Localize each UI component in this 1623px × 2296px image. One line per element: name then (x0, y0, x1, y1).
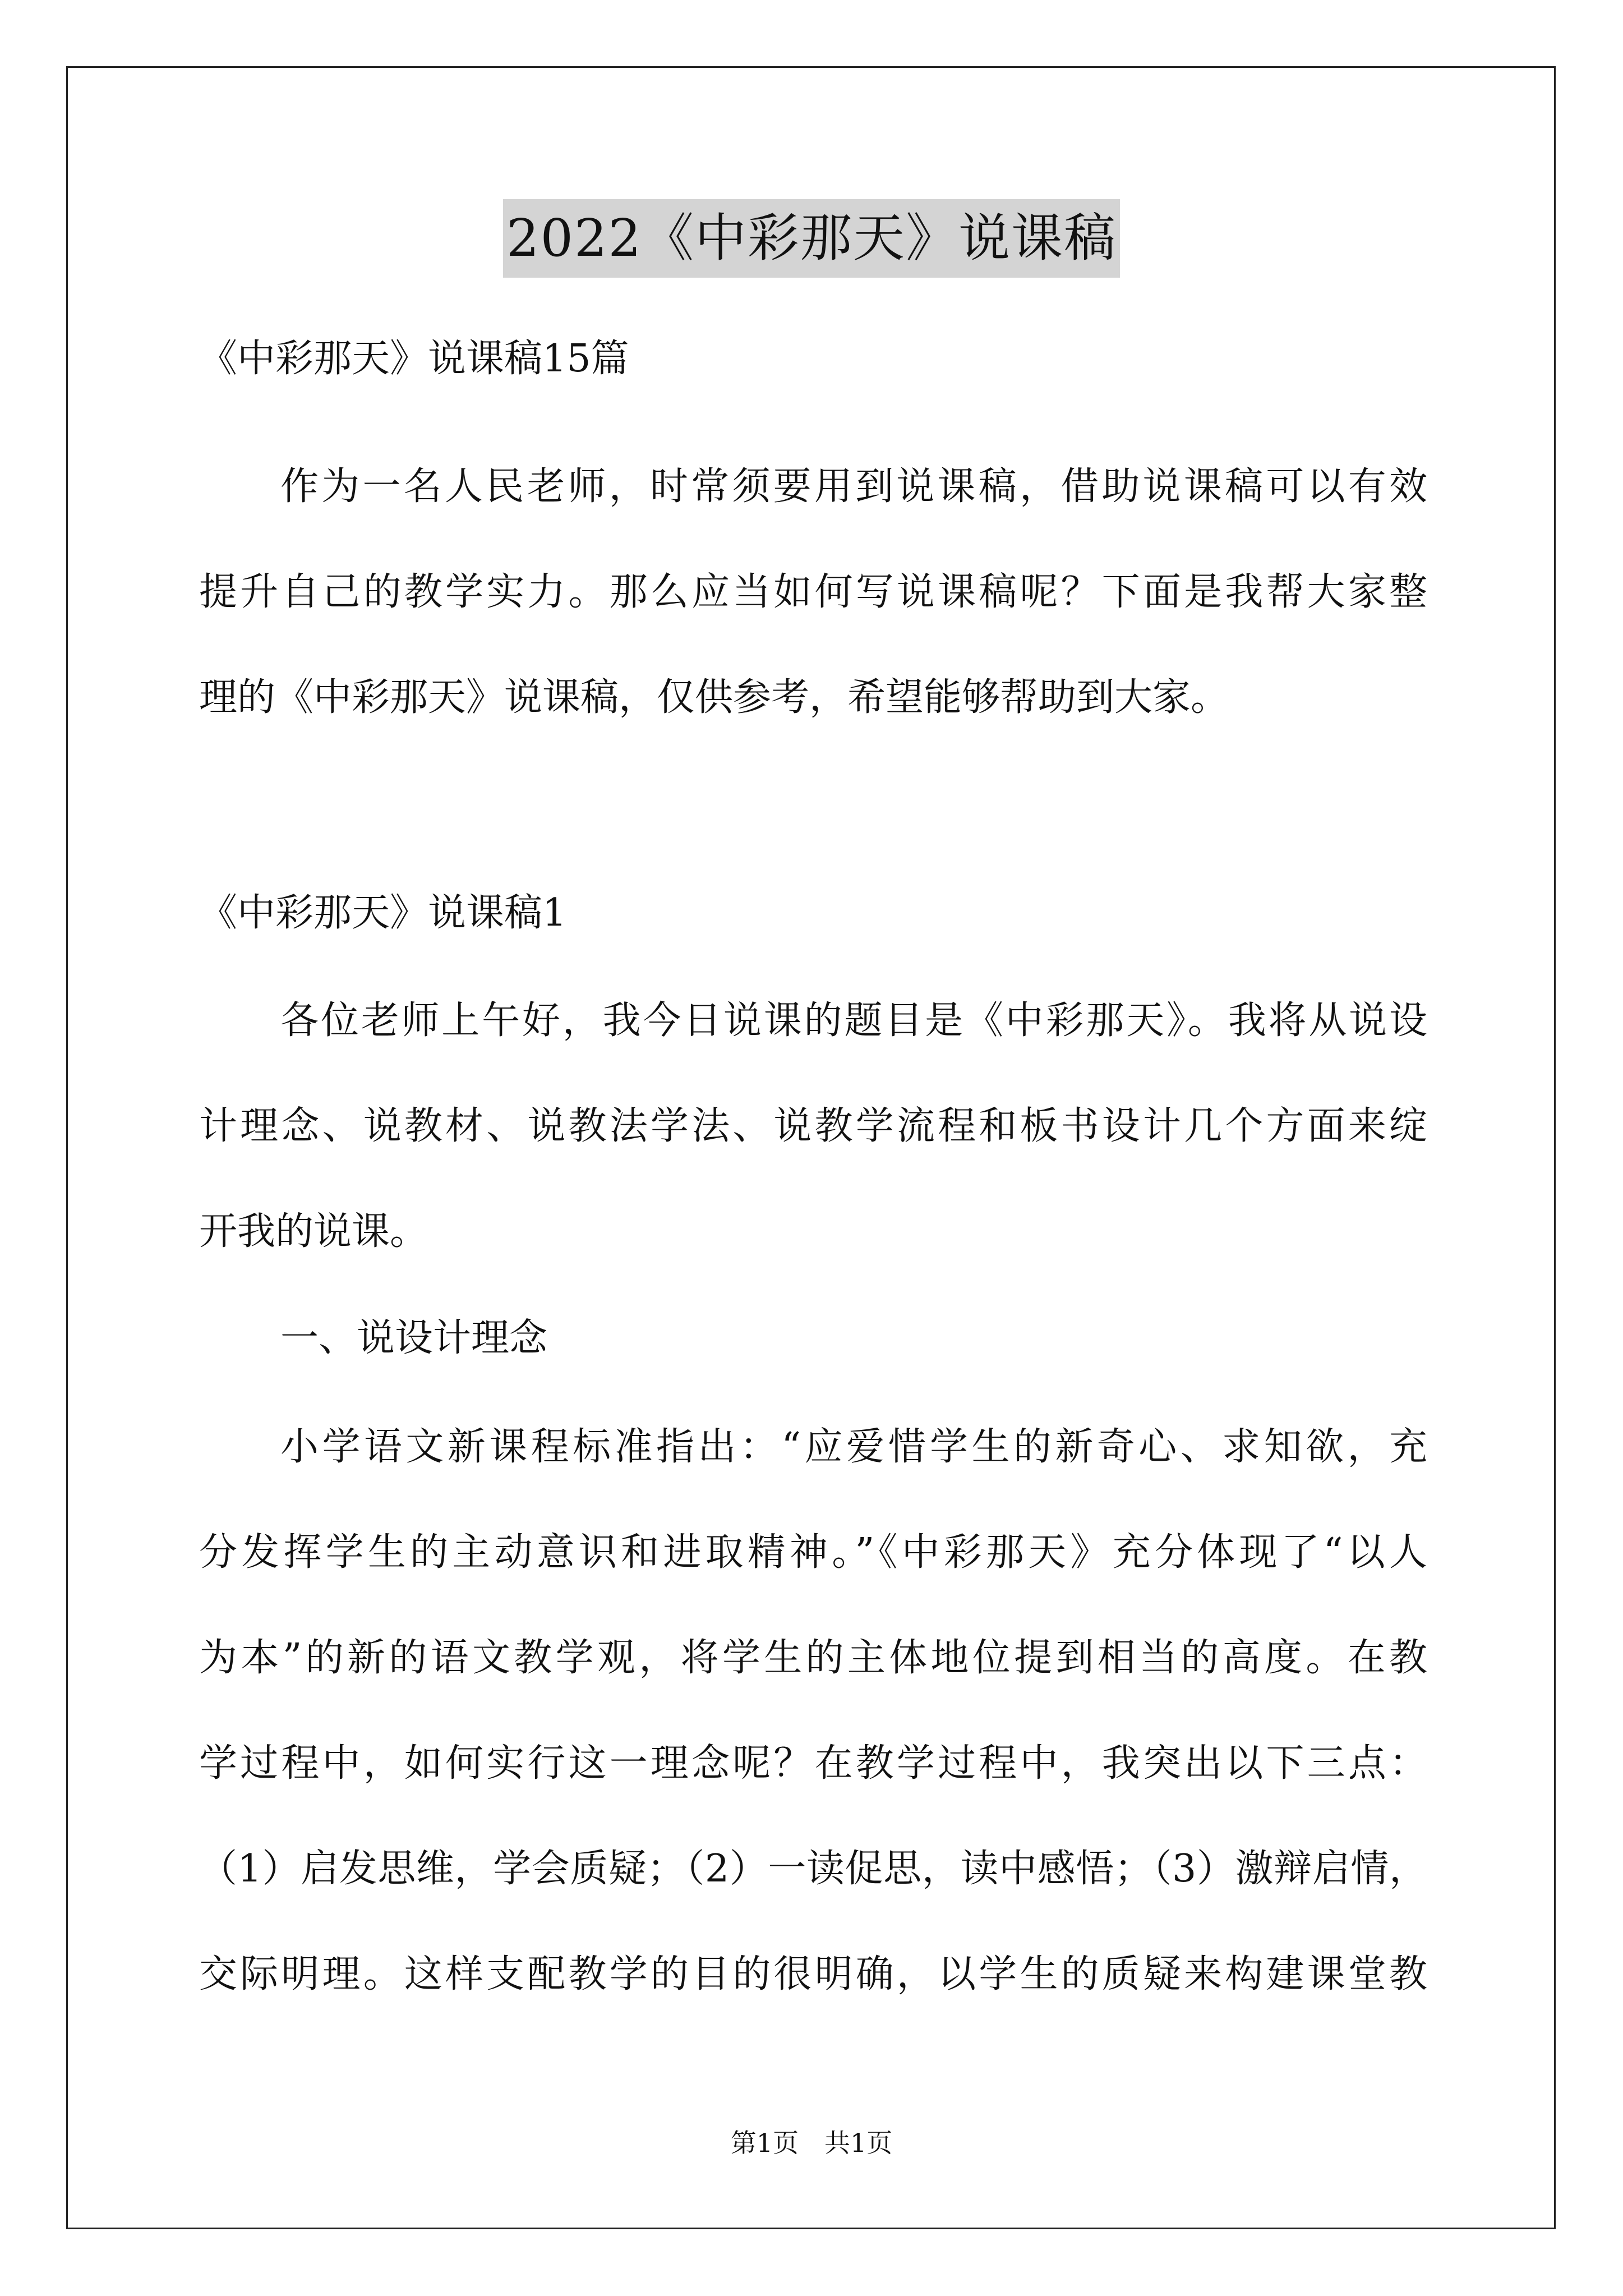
page-footer: 第1页 共1页 (730, 2128, 893, 2158)
document-title: 2022《中彩那天》说课稿 (503, 199, 1120, 278)
section1-para2-line-1: 小学语文新课程标准指出：“应爱惜学生的新奇心、求知欲，充 (280, 1425, 1427, 1469)
section1-para2-line-6: 交际明理。这样支配教学的目的很明确，以学生的质疑来构建课堂教 (199, 1952, 1427, 1996)
section1-para1-line-1: 各位老师上午好，我今日说课的题目是《中彩那天》。我将从说设 (280, 999, 1427, 1043)
intro-line-3: 理的《中彩那天》说课稿，仅供参考，希望能够帮助到大家。 (199, 675, 1229, 720)
section1-para2-line-3: 为本”的新的语文教学观，将学生的主体地位提到相当的高度。在教 (199, 1636, 1427, 1680)
intro-line-2: 提升自己的教学实力。那么应当如何写说课稿呢？下面是我帮大家整 (199, 570, 1427, 614)
section1-para2-line-4: 学过程中，如何实行这一理念呢？在教学过程中，我突出以下三点： (199, 1741, 1427, 1786)
section1-para2-line-5: （1）启发思维，学会质疑；（2）一读促思，读中感悟；（3）激辩启情， (199, 1847, 1427, 1891)
intro-line-1: 作为一名人民老师，时常须要用到说课稿，借助说课稿可以有效 (280, 464, 1427, 509)
document-subtitle: 《中彩那天》说课稿15篇 (199, 337, 629, 381)
section1-para1-line-2: 计理念、说教材、说教法学法、说教学流程和板书设计几个方面来绽 (199, 1104, 1427, 1148)
section1-para2-line-2: 分发挥学生的主动意识和进取精神。”《中彩那天》充分体现了“以人 (199, 1530, 1427, 1575)
title-container (0, 199, 1623, 278)
section1-para1-line-3: 开我的说课。 (199, 1209, 428, 1254)
subheading-design-concept: 一、说设计理念 (280, 1316, 548, 1360)
section-heading: 《中彩那天》说课稿1 (199, 891, 567, 935)
